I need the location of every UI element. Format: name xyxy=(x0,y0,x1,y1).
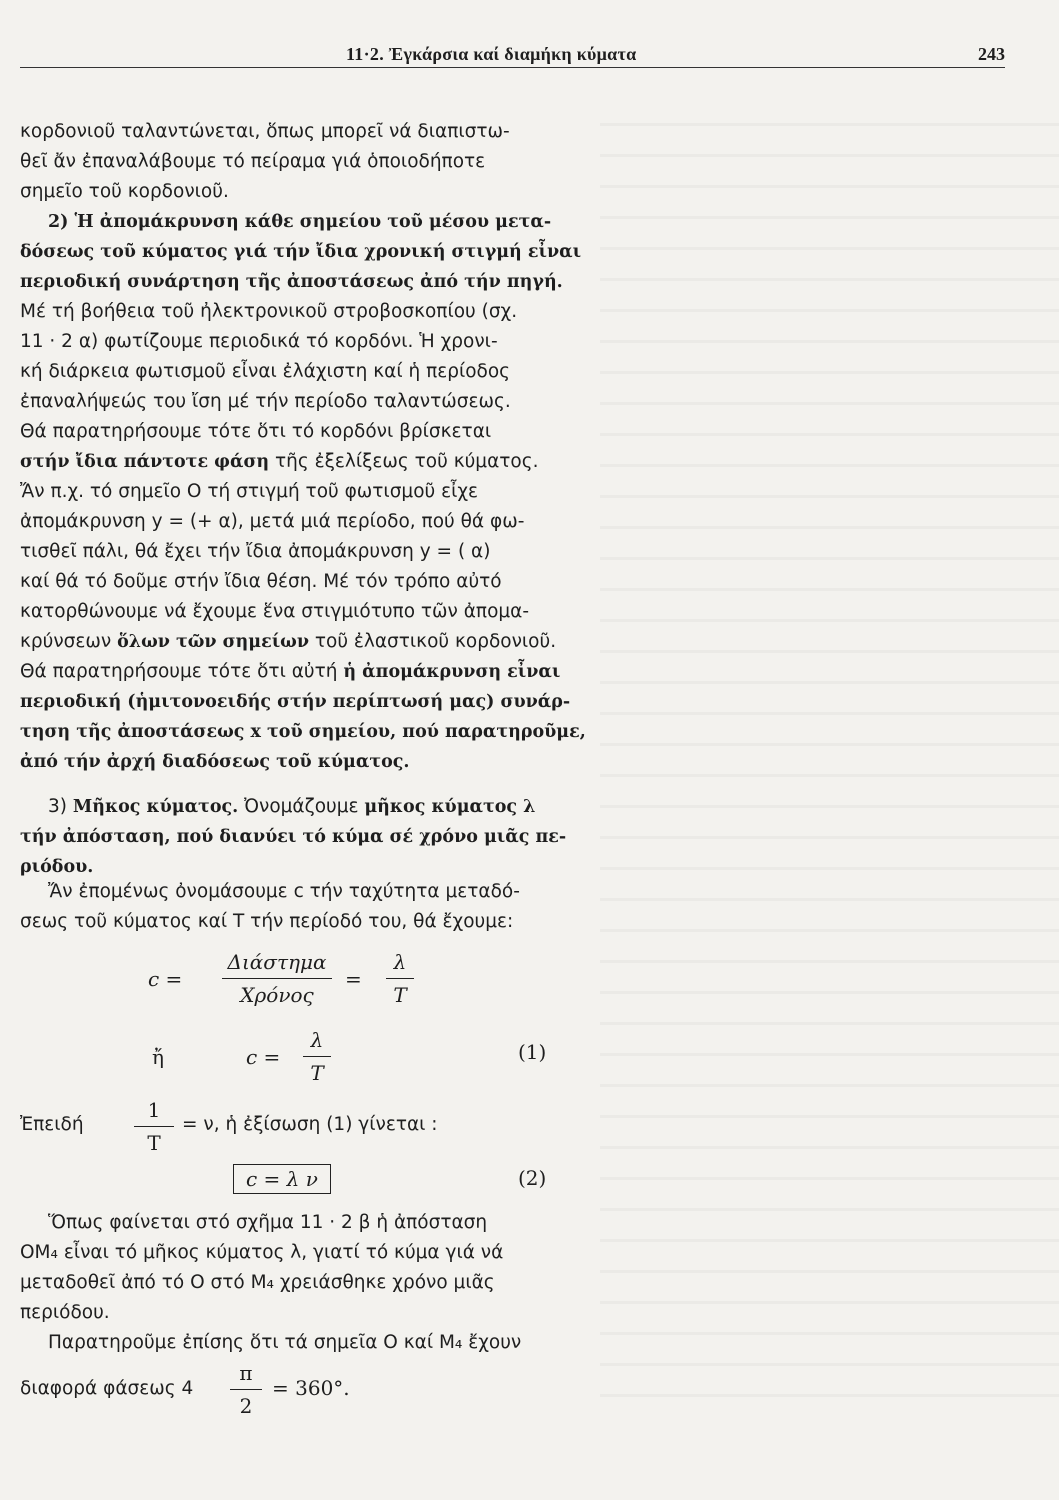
fraction-pi-over-2 xyxy=(230,1361,262,1418)
text-line: μεταδοθεῖ ἀπό τό O στό M₄ χρειάσθηκε χρόνο μιᾶς xyxy=(20,1272,495,1293)
text-line: περιοδική (ἡμιτονοειδής στήν περίπτωσή μας) συνάρ- xyxy=(20,692,571,712)
header-rule xyxy=(20,67,1005,68)
fraction-bar xyxy=(230,1389,262,1390)
text-fragment: τῆς ἐξελίξεως τοῦ κύματος. xyxy=(269,451,539,472)
text-line: ἀπό τήν ἀρχή διαδόσεως τοῦ κύματος. xyxy=(20,752,410,772)
bold-phrase: Μῆκος κύματος. xyxy=(72,797,239,817)
fraction-bar xyxy=(222,978,332,979)
text-line: τισθεῖ πάλι, θά ἔχει τήν ἴδια ἀπομάκρυνση y = ( α) xyxy=(20,541,491,562)
bold-phrase: στήν ἴδια πάντοτε φάση xyxy=(20,452,270,472)
text-line: καί θά τό δοῦμε στήν ἴδια θέση. Μέ τόν τρόπο αὐτό xyxy=(20,571,502,592)
fraction-numerator: 1 xyxy=(147,1098,161,1122)
fraction-denominator: Χρόνος xyxy=(240,983,314,1007)
boxed-formula: c = λ ν xyxy=(233,1164,331,1194)
text-line: κή διάρκεια φωτισμοῦ εἶναι ἐλάχιστη καί ἡ περίοδος xyxy=(20,361,511,382)
bold-phrase: μῆκος κύματος λ xyxy=(364,797,536,817)
text-fragment: διαφορά φάσεως 4 xyxy=(20,1378,194,1399)
fraction-one-over-T xyxy=(134,1098,174,1155)
fraction-bar xyxy=(386,978,414,979)
text-line: Θά παρατηρήσουμε τότε ὅτι τό κορδόνι βρίσκεται xyxy=(20,421,492,442)
equals-sign: = xyxy=(345,967,362,991)
text-line: ἀπομάκρυνση y = (+ α), μετά μιά περίοδο, πού θά φω- xyxy=(20,511,525,532)
fraction-lambda-T xyxy=(386,950,414,1007)
text-fragment: Ἐπειδή xyxy=(20,1114,84,1135)
fraction-denominator: 2 xyxy=(239,1394,253,1418)
text-line: σεως τοῦ κύματος καί T τήν περίοδό του, θά ἔχουμε: xyxy=(20,911,514,932)
paragraph-speed xyxy=(20,877,588,937)
fraction-bar xyxy=(303,1056,331,1057)
text-line: 11 · 2 α) φωτίζουμε περιοδικά τό κορδόνι. Ἡ χρονι- xyxy=(20,331,498,352)
fraction-denominator: T xyxy=(393,983,407,1007)
text-fragment: 3) xyxy=(48,796,73,817)
text-line: Ἄν ἐπομένως ὀνομάσουμε c τήν ταχύτητα μεταδό- xyxy=(48,881,520,902)
text-line xyxy=(20,447,588,477)
bold-phrase: ἡ ἀπομάκρυνση εἶναι xyxy=(343,662,561,682)
paragraph-continuation xyxy=(20,117,588,207)
text-line: 2) Ἡ ἀπομάκρυνση κάθε σημείου τοῦ μέσου μετα- xyxy=(48,212,552,232)
text-line: περιοδική συνάρτηση τῆς ἀποστάσεως ἀπό τήν πηγή. xyxy=(20,272,563,292)
fraction-distance-time xyxy=(222,950,332,1007)
text-fragment: = 360°. xyxy=(272,1376,350,1400)
equation-lhs: c = xyxy=(148,967,183,991)
text-fragment: Θά παρατηρήσουμε τότε ὅτι αὐτή xyxy=(20,661,344,682)
fraction-numerator: Διάστημα xyxy=(227,950,327,974)
fraction-numerator: λ xyxy=(393,950,407,974)
text-line: OM₄ εἶναι τό μῆκος κύματος λ, γιατί τό κύμα γιά νά xyxy=(20,1242,504,1263)
equation-number: (2) xyxy=(518,1166,547,1190)
text-line: Ἄν π.χ. τό σημεῖο O τή στιγμή τοῦ φωτισμοῦ εἶχε xyxy=(20,481,479,502)
running-header xyxy=(20,40,1005,78)
fraction-denominator: T xyxy=(147,1131,161,1155)
text-fragment: κρύνσεων xyxy=(20,631,118,652)
page-number: 243 xyxy=(978,44,1005,64)
paragraph-om4 xyxy=(20,1208,588,1328)
text-line xyxy=(20,627,588,657)
word-or: ἤ xyxy=(152,1045,164,1069)
text-line: τήν ἀπόσταση, πού διανύει τό κύμα σέ χρόνο μιᾶς πε- xyxy=(20,827,567,847)
text-line: θεῖ ἄν ἐπαναλάβουμε τό πείραμα γιά ὁποιοδήποτε xyxy=(20,151,486,172)
fraction-numerator: π xyxy=(239,1361,253,1385)
paragraph-periodic-displacement xyxy=(20,207,588,777)
text-line: τηση τῆς ἀποστάσεως x τοῦ σημείου, πού παρατηροῦμε, xyxy=(20,722,586,742)
text-line: Ὅπως φαίνεται στό σχῆμα 11 · 2 β ἡ ἀπόσταση xyxy=(48,1212,488,1233)
bold-phrase: ὅλων τῶν σημείων xyxy=(117,632,309,652)
text-line xyxy=(20,792,588,822)
text-line: Παρατηροῦμε ἐπίσης ὅτι τά σημεῖα O καί M₄ ἔχουν xyxy=(48,1332,522,1353)
equation-number: (1) xyxy=(518,1040,547,1064)
text-line xyxy=(20,657,588,687)
text-line: δόσεως τοῦ κύματος γιά τήν ἴδια χρονική στιγμή εἶναι xyxy=(20,242,582,262)
paragraph-phase xyxy=(20,1328,588,1358)
section-title: 11·2. Ἐγκάρσια καί διαμήκη κύματα xyxy=(346,44,637,64)
text-line: κορδονιοῦ ταλαντώνεται, ὅπως μπορεῖ νά διαπιστω- xyxy=(20,121,510,142)
bleed-through-background xyxy=(600,95,1059,1425)
text-line: σημεῖο τοῦ κορδονιοῦ. xyxy=(20,181,229,202)
fraction-lambda-T xyxy=(303,1028,331,1085)
equation-lhs: c = xyxy=(246,1045,281,1069)
paragraph-wavelength xyxy=(20,792,588,882)
fraction-numerator: λ xyxy=(310,1028,324,1052)
fraction-bar xyxy=(134,1126,174,1127)
text-line: Μέ τή βοήθεια τοῦ ἠλεκτρονικοῦ στροβοσκοπίου (σχ. xyxy=(20,301,518,322)
text-line: κατορθώνουμε νά ἔχουμε ἕνα στιγμιότυπο τῶν ἀπομα- xyxy=(20,601,530,622)
text-fragment: Ὀνομάζουμε xyxy=(238,796,365,817)
fraction-denominator: T xyxy=(310,1061,324,1085)
text-fragment: τοῦ ἐλαστικοῦ κορδονιοῦ. xyxy=(308,631,557,652)
text-line: περιόδου. xyxy=(20,1302,110,1323)
text-line: ἐπαναλήψεώς του ἴση μέ τήν περίοδο ταλαντώσεως. xyxy=(20,391,511,412)
text-fragment: = ν, ἡ ἐξίσωση (1) γίνεται : xyxy=(182,1114,438,1135)
text-line: ριόδου. xyxy=(20,857,94,877)
